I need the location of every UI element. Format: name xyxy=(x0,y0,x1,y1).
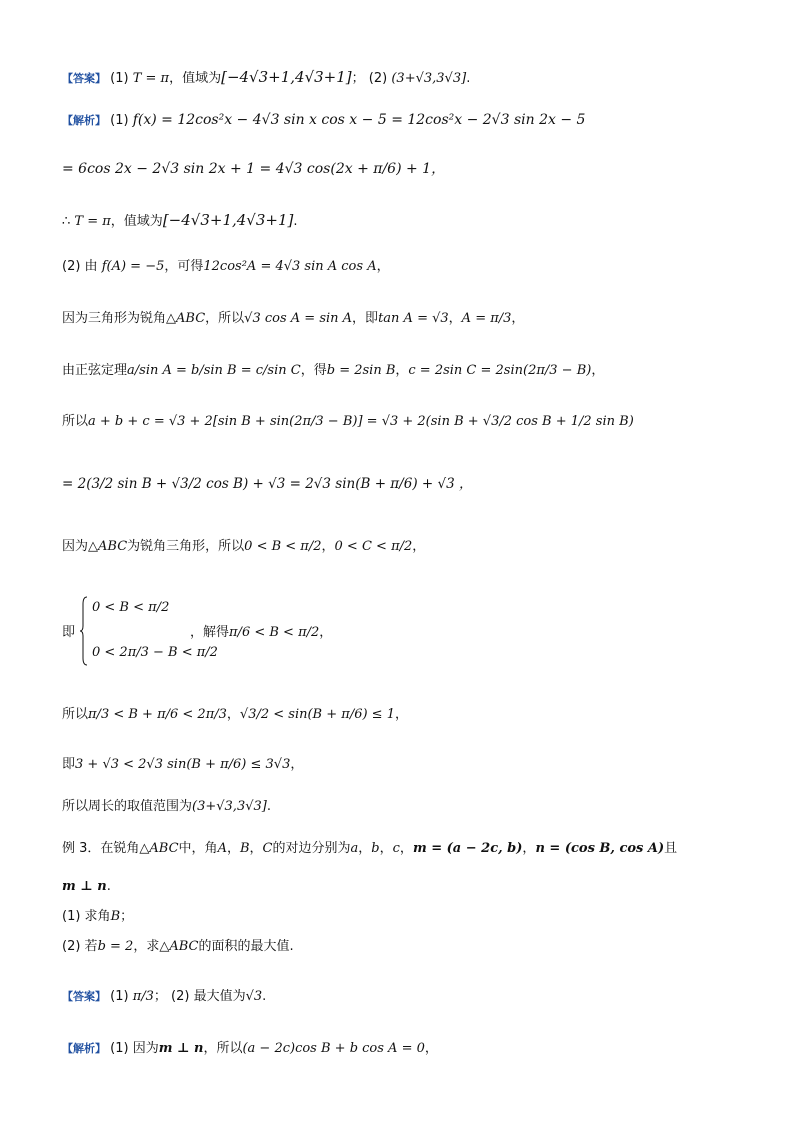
math: B xyxy=(239,841,250,856)
text: 所以 xyxy=(62,707,89,722)
derivation-line-10 xyxy=(62,540,425,553)
derivation-line-14 xyxy=(62,800,271,813)
text: ， xyxy=(448,311,462,326)
text: 中，角 xyxy=(178,841,218,856)
text: ，值域为 xyxy=(110,214,163,229)
text: . xyxy=(106,879,111,894)
math: 12cos²A = 4√3 sin A cos A xyxy=(203,259,377,274)
derivation-line-11 xyxy=(62,626,75,639)
example-3-analysis xyxy=(62,1042,438,1055)
text: ， xyxy=(394,707,408,722)
text: 为锐角三角形，所以 xyxy=(127,539,245,554)
part-label: (1) xyxy=(110,989,129,1004)
text: ，即 xyxy=(352,311,379,326)
text: 例 3．在锐角 xyxy=(62,841,140,856)
text: ， xyxy=(379,841,393,856)
text: ， xyxy=(591,363,605,378)
math: 0 < B < π/2 xyxy=(92,600,170,615)
text: 即 xyxy=(62,625,76,640)
math: π/3 < B + π/6 < 2π/3 xyxy=(88,707,227,722)
system-row-2 xyxy=(92,645,218,660)
text: ， xyxy=(522,841,536,856)
derivation-line-13 xyxy=(62,758,303,771)
text: ， xyxy=(412,539,426,554)
math: b = 2sin B xyxy=(326,363,396,378)
text: ， xyxy=(424,1041,438,1056)
text: . xyxy=(466,71,471,86)
math: (3+√3,3√3] xyxy=(192,799,267,814)
text: ， xyxy=(399,841,413,856)
math: √3 xyxy=(245,989,263,1004)
text: 因为 xyxy=(62,539,89,554)
math: = 2(3/2 sin B + √3/2 cos B) + √3 = 2√3 sin(B + π/6) + √3 ， xyxy=(62,476,473,492)
text: ； (2) xyxy=(351,71,388,86)
analysis-tag: 【解析】 xyxy=(62,114,106,127)
text: ，得 xyxy=(300,363,327,378)
text: ， xyxy=(226,841,240,856)
text: 所以周长的取值范围为 xyxy=(62,799,193,814)
math: 3 + √3 < 2√3 sin(B + π/6) ≤ 3√3 xyxy=(75,757,291,772)
therefore: ∴ xyxy=(62,214,71,229)
math: 0 < C < π/2 xyxy=(334,539,413,554)
system-row-1 xyxy=(92,600,169,615)
math: △ABC xyxy=(159,939,199,954)
example-3-question-1 xyxy=(62,910,133,923)
text: . xyxy=(266,799,271,814)
example-3-answer xyxy=(62,990,266,1003)
math: f(x) = 12cos²x − 4√3 sin x cos x − 5 = 12cos²x − 2√3 sin 2x − 5 xyxy=(132,112,586,128)
text: ； xyxy=(120,909,134,924)
text: ，求 xyxy=(133,939,160,954)
math: (3+√3,3√3] xyxy=(391,71,467,86)
vector-m: m = (a − 2c, b) xyxy=(412,841,523,856)
text: 的对边分别为 xyxy=(272,841,351,856)
math: T = π xyxy=(132,71,170,86)
math: √3 cos A = sin A xyxy=(244,311,353,326)
math: b = 2 xyxy=(97,939,134,954)
math: △ABC xyxy=(88,539,128,554)
math: π/6 < B < π/2 xyxy=(229,625,320,640)
derivation-line-12 xyxy=(62,708,408,721)
part-label: (1) xyxy=(110,71,129,86)
math: (a − 2c)cos B + b cos A = 0 xyxy=(242,1041,425,1056)
text: ； (2) 最大值为 xyxy=(153,989,246,1004)
example-3-line-1 xyxy=(62,842,677,855)
text: ，所以 xyxy=(203,1041,243,1056)
example-3-question-2 xyxy=(62,940,294,953)
math: tan A = √3 xyxy=(378,311,449,326)
text: 且 xyxy=(664,841,678,856)
analysis-tag: 【解析】 xyxy=(62,1042,106,1055)
math: c xyxy=(392,841,400,856)
derivation-line-11b xyxy=(190,626,332,639)
math: = 6cos 2x − 2√3 sin 2x + 1 = 4√3 cos(2x + π/6) + 1， xyxy=(62,161,446,177)
math: A xyxy=(217,841,227,856)
derivation-line-5 xyxy=(62,260,390,273)
analysis-line-2 xyxy=(62,113,585,127)
text: (2) 由 xyxy=(62,259,98,274)
math: B xyxy=(110,909,121,924)
text: ，解得 xyxy=(190,625,230,640)
perpendicular-condition: m ⊥ n xyxy=(62,879,107,894)
text: ， xyxy=(226,707,240,722)
math: a/sin A = b/sin B = c/sin C xyxy=(127,363,301,378)
perpendicular-condition: m ⊥ n xyxy=(158,1041,204,1056)
vector-n: n = (cos B, cos A) xyxy=(535,841,665,856)
text: . xyxy=(293,214,298,229)
math: c = 2sin C = 2sin(2π/3 − B) xyxy=(408,363,592,378)
math: 0 < 2π/3 − B < π/2 xyxy=(92,645,218,660)
example-3-line-2 xyxy=(62,880,111,893)
math: a + b + c = √3 + 2[sin B + sin(2π/3 − B)] = √3 + 2(sin B + √3/2 cos B + 1/2 sin B) xyxy=(88,414,634,429)
text: 因为三角形为锐角 xyxy=(62,311,167,326)
text: 所以 xyxy=(62,414,89,429)
text: 的面积的最大值. xyxy=(198,939,294,954)
math: π/3 xyxy=(132,989,154,1004)
text: (1) 因为 xyxy=(110,1041,159,1056)
text: ， xyxy=(395,363,409,378)
text: ， xyxy=(319,625,333,640)
math: △ABC xyxy=(139,841,179,856)
math: √3/2 < sin(B + π/6) ≤ 1 xyxy=(239,707,395,722)
text: ，可得 xyxy=(164,259,204,274)
derivation-line-7 xyxy=(62,364,604,377)
answer-tag: 【答案】 xyxy=(62,990,106,1003)
text: ， xyxy=(290,757,304,772)
text: ， xyxy=(376,259,390,274)
math: f(A) = −5 xyxy=(101,259,165,274)
text: ， xyxy=(358,841,372,856)
text: (1) 求角 xyxy=(62,909,111,924)
derivation-line-3 xyxy=(62,162,445,176)
text: ， xyxy=(511,311,525,326)
derivation-line-9 xyxy=(62,478,472,492)
derivation-line-4 xyxy=(62,213,298,228)
text: ，值域为 xyxy=(169,71,222,86)
text: 即 xyxy=(62,757,76,772)
derivation-line-6 xyxy=(62,312,524,325)
math: △ABC xyxy=(166,311,206,326)
answer-line-1 xyxy=(62,70,470,85)
text: . xyxy=(262,989,267,1004)
math: C xyxy=(262,841,273,856)
math: b xyxy=(371,841,380,856)
left-brace-icon xyxy=(80,596,88,666)
text: ， xyxy=(321,539,335,554)
math: 0 < B < π/2 xyxy=(244,539,322,554)
part-label: (1) xyxy=(110,113,129,128)
derivation-line-8 xyxy=(62,415,634,428)
math: [−4√3+1,4√3+1] xyxy=(221,68,352,86)
math: a xyxy=(350,841,359,856)
math: [−4√3+1,4√3+1] xyxy=(162,211,294,229)
answer-tag: 【答案】 xyxy=(62,72,106,85)
text: ， xyxy=(249,841,263,856)
math: A = π/3 xyxy=(461,311,512,326)
text: 由正弦定理 xyxy=(62,363,128,378)
text: (2) 若 xyxy=(62,939,98,954)
math: T = π xyxy=(74,214,111,229)
text: ，所以 xyxy=(205,311,245,326)
